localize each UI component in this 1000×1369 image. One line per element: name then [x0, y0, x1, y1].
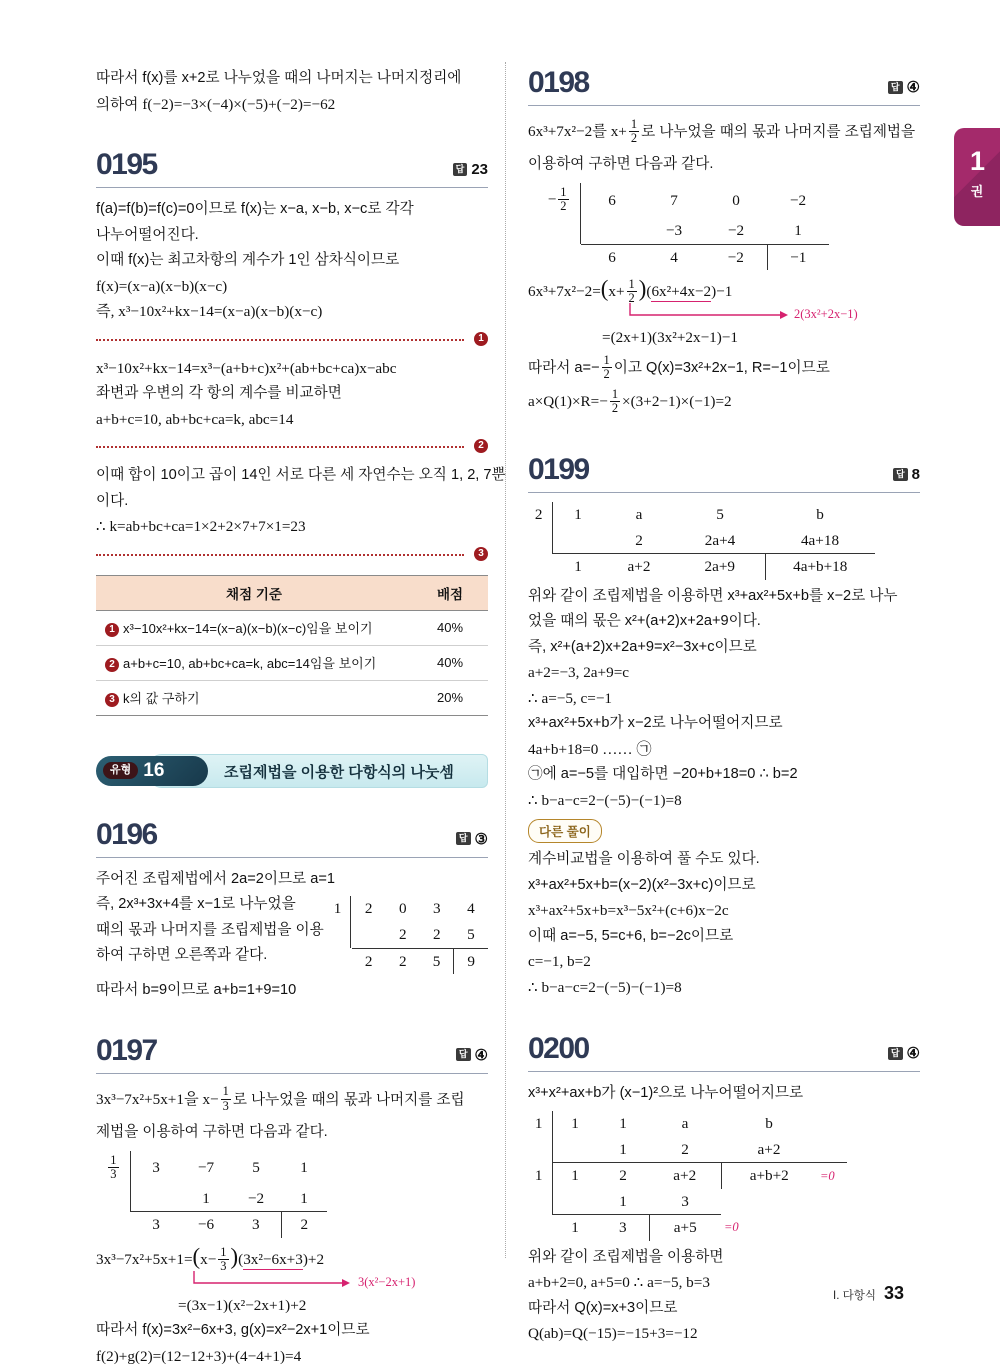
synth-divisor — [96, 1151, 130, 1186]
p0197-annotation: 3(x²−2x+1) — [358, 1275, 415, 1290]
problem-0200-body — [528, 1072, 920, 1347]
p0196-line-1: 주어진 조립제법에서 2a=2이므로 a=1 — [96, 867, 488, 893]
answer-chip-icon: 답 — [456, 832, 471, 845]
synth-cell: a+2 — [603, 554, 675, 580]
p0198-annotation-row — [528, 307, 920, 325]
synth-row-result-2 — [528, 1215, 847, 1241]
fraction: $\frac{1}{2}$ — [558, 186, 568, 213]
p0199-line-9: ∴ b−a−c=2−(−5)−(−1)=8 — [528, 788, 920, 814]
criterion-cell — [96, 610, 412, 645]
criterion-text: x³−10x²+kx−14=(x−a)(x−b)(x−c)임을 보이기 — [123, 621, 373, 636]
synth-divisor: 1 — [334, 896, 351, 922]
problem-0195-answer — [453, 161, 488, 182]
synth-cell: 0 — [386, 896, 420, 922]
p0199-line-6: x³+ax²+5x+b가 x−2로 나누어떨어지므로 — [528, 711, 920, 737]
synth-remainder-cell: 4a+b+18 — [765, 554, 875, 580]
synth-cell: 1 — [281, 1186, 327, 1212]
synth-cell: 0 — [705, 183, 767, 218]
synth-row-products — [334, 922, 488, 948]
p0199-line-7: 4a+b+18=0 …… ㉠ — [528, 737, 920, 763]
problem-0196-number: 0196 — [96, 818, 157, 852]
p0199-alt-solution — [528, 813, 920, 1000]
synth-cell: a+2 — [649, 1163, 721, 1189]
answer-chip-icon: 답 — [456, 1048, 471, 1061]
problem-0199-header — [528, 453, 920, 493]
fraction: $\frac{1}{3}$ — [218, 1246, 228, 1273]
synth-cell: −2 — [231, 1186, 281, 1212]
p0196-synthetic-division — [334, 896, 488, 974]
synth-cell — [553, 1137, 597, 1163]
volume-tab-label: 권 — [954, 175, 1000, 200]
synth-cell: 2 — [386, 948, 420, 974]
synth-cell — [553, 1189, 597, 1215]
step-number-1: 1 — [105, 623, 119, 637]
synth-remainder-cell: 9 — [454, 948, 488, 974]
synth-cell: 1 — [281, 1151, 327, 1186]
criterion-text: a+b+c=10, ab+bc+ca=k, abc=14임을 보이기 — [123, 656, 376, 671]
col-header-score: 배점 — [412, 575, 488, 610]
p0200-line-5: Q(ab)=Q(−15)=−15+3=−12 — [528, 1321, 920, 1347]
p0199-line-2: 었을 때의 몫은 x²+(a+2)x+2a+9이다. — [528, 609, 920, 635]
fraction: $\frac{1}{2}$ — [629, 118, 639, 145]
synth-divisor: − $\frac{1}{2}$ — [528, 183, 580, 218]
fraction: $\frac{1}{3}$ — [221, 1085, 231, 1112]
problem-0198-answer — [888, 78, 920, 100]
synth-cell — [352, 922, 386, 948]
score-cell: 20% — [412, 680, 488, 715]
synth-cell: 1 — [767, 218, 829, 244]
grading-criteria-table — [96, 575, 488, 716]
synth-row-result — [528, 554, 875, 580]
problem-0196-answer — [456, 830, 488, 852]
step-number-2: 2 — [474, 439, 488, 453]
p0196-text-and-synth — [96, 892, 488, 978]
p0198-equation-1: 6x³+7x²−2=(x+ $\frac{1}{2}$ )(6x²+4x−2)−1 — [528, 274, 920, 307]
synth-cell: 3 — [420, 896, 454, 922]
problem-0198-answer-value: ④ — [907, 78, 920, 96]
synth-cell: 1 — [597, 1189, 649, 1215]
synth-row-dividend — [96, 1151, 327, 1186]
synth-empty — [528, 218, 580, 244]
synth-empty — [528, 1137, 552, 1163]
synth-cell: 2 — [386, 922, 420, 948]
type-number: 16 — [143, 761, 164, 780]
synth-cell: 5 — [231, 1151, 281, 1186]
synth-empty — [334, 922, 351, 948]
synth-cell: 3 — [597, 1215, 649, 1241]
highlighted-expression: 6x²+4x−2 — [651, 283, 711, 302]
synth-cell — [131, 1186, 181, 1212]
problem-0196-answer-value: ③ — [475, 830, 488, 848]
synth-zero-annotation: =0 — [721, 1215, 817, 1241]
type-banner-16 — [96, 754, 488, 788]
p0198-line-2: 이용하여 구하면 다음과 같다. — [528, 149, 920, 179]
fraction: $\frac{1}{2}$ — [602, 354, 612, 381]
synth-cell: 1 — [553, 502, 603, 528]
p0199-line-5: ∴ a=−5, c=−1 — [528, 686, 920, 712]
synth-empty — [528, 1215, 552, 1241]
p0199-alt-line-3: x³+ax²+5x+b=x³−5x²+(c+6)x−2c — [528, 898, 920, 924]
synth-cell: −2 — [767, 183, 829, 218]
synth-eq-cell — [817, 1137, 847, 1163]
synth-cell: a — [649, 1111, 721, 1137]
type-tag-label: 유형 — [103, 762, 138, 779]
answer-chip-icon: 답 — [893, 468, 908, 481]
p0198-line-4: a×Q(1)×R=− $\frac{1}{2}$ ×(3+2−1)×(−1)=2 — [528, 385, 920, 419]
p0200-line-1: x³+x²+ax+b가 (x−1)²으로 나누어떨어지므로 — [528, 1081, 920, 1107]
step-number-1: 1 — [474, 332, 488, 346]
synth-empty — [96, 1212, 130, 1238]
table-row — [96, 645, 488, 680]
criterion-cell — [96, 645, 412, 680]
synth-row-products — [528, 218, 829, 244]
right-column — [528, 66, 920, 1347]
synth-cell: 1 — [553, 1215, 597, 1241]
synth-cell: 7 — [643, 183, 705, 218]
synth-cell: 2 — [420, 922, 454, 948]
synth-cell: 2 — [597, 1163, 649, 1189]
problem-0197-body — [96, 1074, 488, 1369]
p0195-line-11: ∴ k=ab+bc+ca=1×2+2×7+7×1=23 — [96, 514, 488, 540]
fraction: $\frac{1}{2}$ — [627, 278, 637, 305]
synth-zero-annotation: =0 — [817, 1163, 847, 1189]
synth-cell: 6 — [581, 183, 643, 218]
synth-cell: 3 — [649, 1189, 721, 1215]
synth-divisor-1: 1 — [528, 1111, 552, 1137]
footer-chapter: I. 다항식 — [833, 1287, 876, 1303]
p0195-step-rule-3 — [96, 545, 488, 565]
p0197-line-4: f(2)+g(2)=(12−12+3)+(4−4+1)=4 — [96, 1344, 488, 1369]
dotted-rule — [96, 554, 464, 556]
criterion-cell — [96, 680, 412, 715]
problem-0195-answer-value: 23 — [471, 161, 488, 178]
synth-empty — [334, 948, 351, 974]
synth-remainder-cell: a+b+2 — [721, 1163, 817, 1189]
p0196-line-5: 따라서 b=9이므로 a+b=1+9=10 — [96, 978, 488, 1004]
p0198-line-1: 6x³+7x²−2를 x+ $\frac{1}{2}$ 로 나누었을 때의 몫과 나머지를 조립제법을 — [528, 115, 920, 149]
synth-divisor: 2 — [528, 502, 552, 528]
synth-row-dividend — [334, 896, 488, 922]
problem-0198 — [528, 66, 920, 419]
p0200-line-2: 위와 같이 조립제법을 이용하면 — [528, 1245, 920, 1271]
synth-cell: b — [721, 1111, 817, 1137]
p0200-synthetic-division — [528, 1111, 920, 1241]
synth-cell: 4a+18 — [765, 528, 875, 554]
problem-0200-number: 0200 — [528, 1032, 589, 1066]
p0197-synthetic-division — [96, 1151, 488, 1238]
type-title: 조립제법을 이용한 다항식의 나눗셈 — [224, 761, 454, 782]
left-column — [96, 66, 488, 1369]
p0200-line-4: 따라서 Q(x)=x+3이므로 — [528, 1296, 920, 1322]
synth-row-products — [528, 528, 875, 554]
synth-remainder-cell: 2 — [281, 1212, 327, 1238]
synth-row-dividend — [528, 183, 829, 218]
synth-cell: 1 — [553, 1111, 597, 1137]
synth-cell: 4 — [454, 896, 488, 922]
problem-0199-answer — [893, 466, 920, 487]
p0195-line-7: 좌변과 우변의 각 항의 계수를 비교하면 — [96, 381, 488, 407]
intro-line-1: 따라서 f(x)를 x+2로 나누었을 때의 나머지는 나머지정리에 — [96, 66, 488, 92]
synth-row-dividend — [528, 502, 875, 528]
answer-chip-icon: 답 — [453, 163, 468, 176]
synth-row-result — [334, 948, 488, 974]
synth-cell: −6 — [181, 1212, 231, 1238]
table-row — [96, 680, 488, 715]
fraction: $\frac{1}{2}$ — [610, 388, 620, 415]
p0195-line-4: f(x)=(x−a)(x−b)(x−c) — [96, 274, 488, 300]
intro-block — [96, 66, 488, 118]
p0196-line-3: 때의 몫과 나머지를 조립제법을 이용 — [96, 918, 324, 944]
problem-0196-header — [96, 818, 488, 858]
problem-0197-answer-value: ④ — [475, 1046, 488, 1064]
synth-row-result — [96, 1212, 327, 1238]
footer-page-number: 33 — [884, 1283, 904, 1304]
p0199-line-4: a+2=−3, 2a+9=c — [528, 660, 920, 686]
synth-cell: 1 — [553, 1163, 597, 1189]
column-divider — [505, 62, 506, 1258]
synth-empty — [96, 1186, 130, 1212]
p0197-equation-1: 3x³−7x²+5x+1=(x− $\frac{1}{3}$ )(3x²−6x+3)+2 — [96, 1242, 488, 1275]
synth-cell: 4 — [643, 244, 705, 270]
criterion-text: k의 값 구하기 — [123, 691, 200, 706]
volume-tab — [954, 128, 1000, 226]
intro-line-2: 의하여 f(−2)=−3×(−4)×(−5)+(−2)=−62 — [96, 92, 488, 119]
synth-cell: 2 — [603, 528, 675, 554]
problem-0197 — [96, 1034, 488, 1369]
synth-cell — [553, 528, 603, 554]
synth-cell: 2a+4 — [675, 528, 765, 554]
synth-cell: −2 — [705, 218, 767, 244]
synth-cell: 2a+9 — [675, 554, 765, 580]
synth-eq-cell — [817, 1189, 847, 1215]
synthetic-division-table — [528, 183, 829, 270]
synth-empty — [528, 244, 580, 270]
synth-cell: 1 — [597, 1137, 649, 1163]
synthetic-division-table — [96, 1151, 327, 1238]
p0195-line-8: a+b+c=10, ab+bc+ca=k, abc=14 — [96, 407, 488, 433]
synth-eq-cell — [817, 1111, 847, 1137]
synth-cell: 1 — [181, 1186, 231, 1212]
type-badge — [96, 756, 208, 786]
synth-empty — [817, 1215, 847, 1241]
p0200-line-3: a+b+2=0, a+5=0 ∴ a=−5, b=3 — [528, 1270, 920, 1296]
problem-0199 — [528, 453, 920, 1001]
synth-divisor-2: 1 — [528, 1163, 552, 1189]
synth-cell: −3 — [643, 218, 705, 244]
volume-tab-number: 1 — [954, 128, 1000, 175]
p0197-annotation-row — [96, 1275, 488, 1293]
p0197-equation-2: =(3x−1)(x²−2x+1)+2 — [96, 1293, 488, 1319]
synth-cell: 5 — [420, 948, 454, 974]
p0199-alt-line-5: c=−1, b=2 — [528, 949, 920, 975]
dotted-rule — [96, 339, 464, 341]
problem-0195-body — [96, 188, 488, 716]
p0196-text-block — [96, 892, 324, 969]
problem-0196-body — [96, 858, 488, 1004]
p0199-synthetic-division — [528, 502, 920, 580]
synth-empty — [528, 528, 552, 554]
p0199-alt-line-1: 계수비교법을 이용하여 풀 수도 있다. — [528, 847, 920, 873]
p0198-synthetic-division — [528, 183, 920, 270]
problem-0200-answer-value: ④ — [907, 1044, 920, 1062]
synth-row-products — [96, 1186, 327, 1212]
synth-cell: a+2 — [721, 1137, 817, 1163]
p0197-line-1: 3x³−7x²+5x+1을 x− $\frac{1}{3}$ 로 나누었을 때의 몫과 나머지를 조립 — [96, 1083, 488, 1117]
problem-0199-number: 0199 — [528, 453, 589, 487]
score-cell: 40% — [412, 645, 488, 680]
p0198-equation-2: =(2x+1)(3x²+2x−1)−1 — [528, 325, 920, 351]
problem-0197-answer — [456, 1046, 488, 1068]
synth-cell: 2 — [649, 1137, 721, 1163]
fraction: $\frac{1}{3}$ — [108, 1154, 118, 1181]
problem-0195-number: 0195 — [96, 148, 157, 182]
p0196-line-2: 즉, 2x³+3x+4를 x−1로 나누었을 — [96, 892, 324, 918]
p0199-alt-line-2: x³+ax²+5x+b=(x−2)(x²−3x+c)이므로 — [528, 873, 920, 899]
synth-cell: 3 — [231, 1212, 281, 1238]
problem-0199-answer-value: 8 — [912, 466, 920, 483]
answer-chip-icon: 답 — [888, 1047, 903, 1060]
problem-0200-header — [528, 1032, 920, 1072]
table-row — [96, 610, 488, 645]
synth-cell: 3 — [131, 1212, 181, 1238]
synth-cell: 5 — [675, 502, 765, 528]
problem-0200-answer — [888, 1044, 920, 1066]
problem-0195-header — [96, 148, 488, 188]
problem-0197-number: 0197 — [96, 1034, 157, 1068]
synth-empty — [721, 1189, 817, 1215]
p0195-line-9: 이때 합이 10이고 곱이 14인 서로 다른 세 자연수는 오직 1, 2, 7뿐 — [96, 463, 488, 489]
problem-0195 — [96, 148, 488, 716]
problem-0196 — [96, 818, 488, 1004]
score-cell: 40% — [412, 610, 488, 645]
problem-0198-number: 0198 — [528, 66, 589, 100]
synth-row-products-2 — [528, 1189, 847, 1215]
p0197-line-2: 제법을 이용하여 구하면 다음과 같다. — [96, 1117, 488, 1147]
synth-cell: 5 — [454, 922, 488, 948]
highlighted-expression: 3x²−6x+3 — [243, 1251, 303, 1270]
problem-0199-body — [528, 493, 920, 1001]
p0196-line-4: 하여 구하면 오른쪽과 같다. — [96, 943, 324, 969]
problem-0198-header — [528, 66, 920, 106]
synth-cell: 2 — [352, 948, 386, 974]
p0199-line-8: ㉠에 a=−5를 대입하면 −20+b+18=0 ∴ b=2 — [528, 762, 920, 788]
p0199-line-3: 즉, x²+(a+2)x+2a+9=x²−3x+c이므로 — [528, 635, 920, 661]
synth-cell: 1 — [597, 1111, 649, 1137]
synth-remainder-cell: −1 — [767, 244, 829, 270]
p0199-alt-line-6: ∴ b−a−c=2−(−5)−(−1)=8 — [528, 975, 920, 1001]
answer-chip-icon: 답 — [888, 81, 903, 94]
synthetic-division-table — [528, 502, 875, 580]
p0195-line-3: 이때 f(x)는 최고차항의 계수가 1인 삼차식이므로 — [96, 248, 488, 274]
synth-cell: b — [765, 502, 875, 528]
problem-0198-body — [528, 106, 920, 419]
synth-cell: 1 — [553, 554, 603, 580]
step-number-2: 2 — [105, 658, 119, 672]
page-footer — [833, 1283, 904, 1304]
p0198-line-3: 따라서 a=− $\frac{1}{2}$ 이고 Q(x)=3x²+2x−1, R=−1이므로 — [528, 351, 920, 385]
p0199-line-1: 위와 같이 조립제법을 이용하면 x³+ax²+5x+b를 x−2로 나누 — [528, 584, 920, 610]
p0195-line-2: 나누어떨어진다. — [96, 223, 488, 249]
synth-cell: 2 — [352, 896, 386, 922]
synth-cell — [581, 218, 643, 244]
synthetic-division-table — [334, 896, 488, 974]
synth-cell: 6 — [581, 244, 643, 270]
p0195-line-6: x³−10x²+kx−14=x³−(a+b+c)x²+(ab+bc+ca)x−abc — [96, 356, 488, 382]
synth-empty — [528, 554, 552, 580]
synthetic-division-table — [528, 1111, 847, 1241]
problem-0197-header — [96, 1034, 488, 1074]
p0199-alt-line-4: 이때 a=−5, 5=c+6, b=−2c이므로 — [528, 924, 920, 950]
p0195-step-rule-2 — [96, 437, 488, 457]
p0195-line-5: 즉, x³−10x²+kx−14=(x−a)(x−b)(x−c) — [96, 299, 488, 325]
p0195-step-rule-1 — [96, 330, 488, 350]
synth-remainder-cell: a+5 — [649, 1215, 721, 1241]
alt-solution-badge: 다른 풀이 — [528, 819, 602, 843]
synth-cell: −2 — [705, 244, 767, 270]
p0195-line-1: f(a)=f(b)=f(c)=0이므로 f(x)는 x−a, x−b, x−c로 각각 — [96, 197, 488, 223]
synth-cell: −7 — [181, 1151, 231, 1186]
synth-cell: a — [603, 502, 675, 528]
synth-row-products-1 — [528, 1137, 847, 1163]
dotted-rule — [96, 446, 464, 448]
table-header-row — [96, 575, 488, 610]
col-header-criterion: 채점 기준 — [96, 575, 412, 610]
p0195-line-10: 이다. — [96, 489, 488, 515]
synth-row-dividend — [528, 1111, 847, 1137]
p0197-line-3: 따라서 f(x)=3x²−6x+3, g(x)=x²−2x+1이므로 — [96, 1318, 488, 1344]
step-number-3: 3 — [474, 547, 488, 561]
synth-cell: 3 — [131, 1151, 181, 1186]
synth-row-result-1 — [528, 1163, 847, 1189]
synth-row-result — [528, 244, 829, 270]
synth-empty — [528, 1189, 552, 1215]
p0198-annotation: 2(3x²+2x−1) — [794, 307, 858, 322]
step-number-3: 3 — [105, 693, 119, 707]
